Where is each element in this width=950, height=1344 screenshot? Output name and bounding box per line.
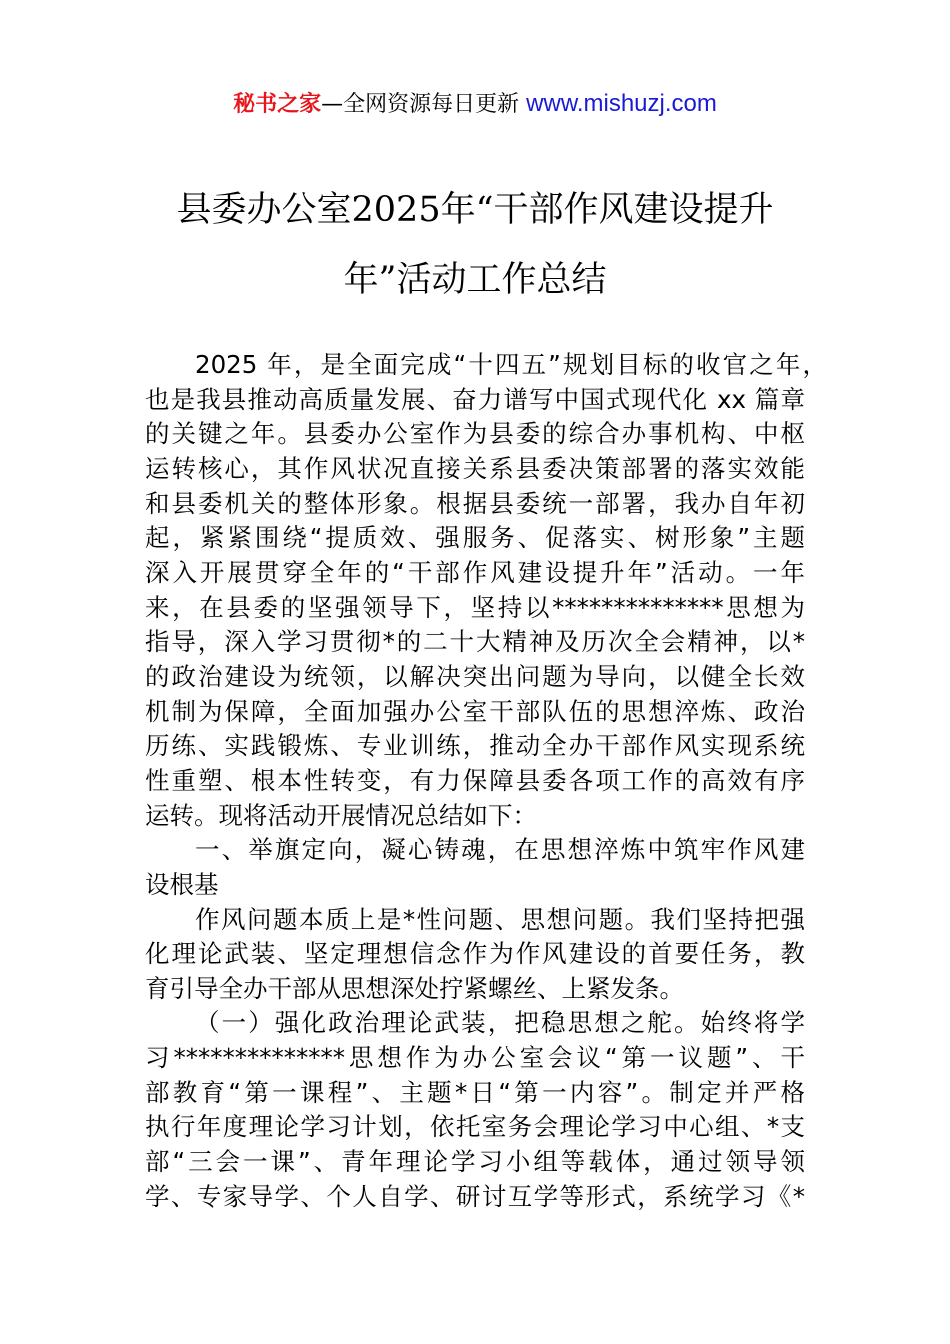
text-line: 设根基 xyxy=(145,869,219,899)
document-title-line-1: 县委办公室2025年“干部作风建设提升 xyxy=(176,190,774,230)
text-line: 性重塑、根本性转变，有力保障县委各项工作的高效有序 xyxy=(145,765,805,795)
document-title-line-2: 年”活动工作总结 xyxy=(343,260,607,300)
section-heading xyxy=(145,833,805,902)
text-line: 的关键之年。县委办公室作为县委的综合办事机构、中枢 xyxy=(145,419,805,449)
text-line: 也是我县推动高质量发展、奋力谱写中国式现代化 xx 篇章 xyxy=(145,384,805,414)
paragraph xyxy=(145,903,805,1007)
text-line: 育引导全办干部从思想深处拧紧螺丝、上紧发条。 xyxy=(145,973,684,1003)
text-line: 一、举旗定向，凝心铸魂，在思想淬炼中筑牢作风建 xyxy=(195,835,805,865)
text-line: 部教育“第一课程”、主题*日“第一内容”。制定并严格 xyxy=(145,1077,805,1107)
text-line: 执行年度理论学习计划，依托室务会理论学习中心组、*支 xyxy=(145,1112,805,1142)
document-body xyxy=(145,348,827,1214)
paragraph xyxy=(145,348,827,833)
text-line: 化理论武装、坚定理想信念作为作风建设的首要任务，教 xyxy=(145,939,805,969)
text-line: （一）强化政治理论武装，把稳思想之舵。始终将学 xyxy=(195,1008,805,1038)
brand-name: 秘书之家 xyxy=(233,92,322,117)
header-tagline: —全网资源每日更新 xyxy=(321,92,527,117)
text-line: 起，紧紧围绕“提质效、强服务、促落实、树形象”主题 xyxy=(145,523,805,553)
text-line: 习**************思想作为办公室会议“第一议题”、干 xyxy=(145,1043,805,1073)
text-line: 和县委机关的整体形象。根据县委统一部署，我办自年初 xyxy=(145,488,805,518)
text-line: 指导，深入学习贯彻*的二十大精神及历次全会精神，以* xyxy=(145,627,805,657)
text-line: 机制为保障，全面加强办公室干部队伍的思想淬炼、政治 xyxy=(145,696,805,726)
text-line: 运转。现将活动开展情况总结如下： xyxy=(145,800,537,830)
text-line: 深入开展贯穿全年的“干部作风建设提升年”活动。一年 xyxy=(145,557,805,587)
text-line: 学、专家导学、个人自学、研讨互学等形式，系统学习《* xyxy=(145,1181,805,1211)
text-line: 的政治建设为统领，以解决突出问题为导向，以健全长效 xyxy=(145,661,805,691)
text-line: 来，在县委的坚强领导下，坚持以**************思想为 xyxy=(145,592,805,622)
text-line: 历练、实践锻炼、专业训练，推动全办干部作风实现系统 xyxy=(145,731,805,761)
text-line: 部“三会一课”、青年理论学习小组等载体，通过领导领 xyxy=(145,1147,805,1177)
text-line: 作风问题本质上是*性问题、思想问题。我们坚持把强 xyxy=(195,904,805,934)
text-line: 运转核心，其作风状况直接关系县委决策部署的落实效能 xyxy=(145,453,805,483)
site-header xyxy=(0,88,950,121)
paragraph xyxy=(145,1006,805,1214)
site-url-link[interactable]: www.mishuzj.com xyxy=(526,90,717,117)
text-line: 2025 年，是全面完成“十四五”规划目标的收官之年， xyxy=(195,350,827,379)
